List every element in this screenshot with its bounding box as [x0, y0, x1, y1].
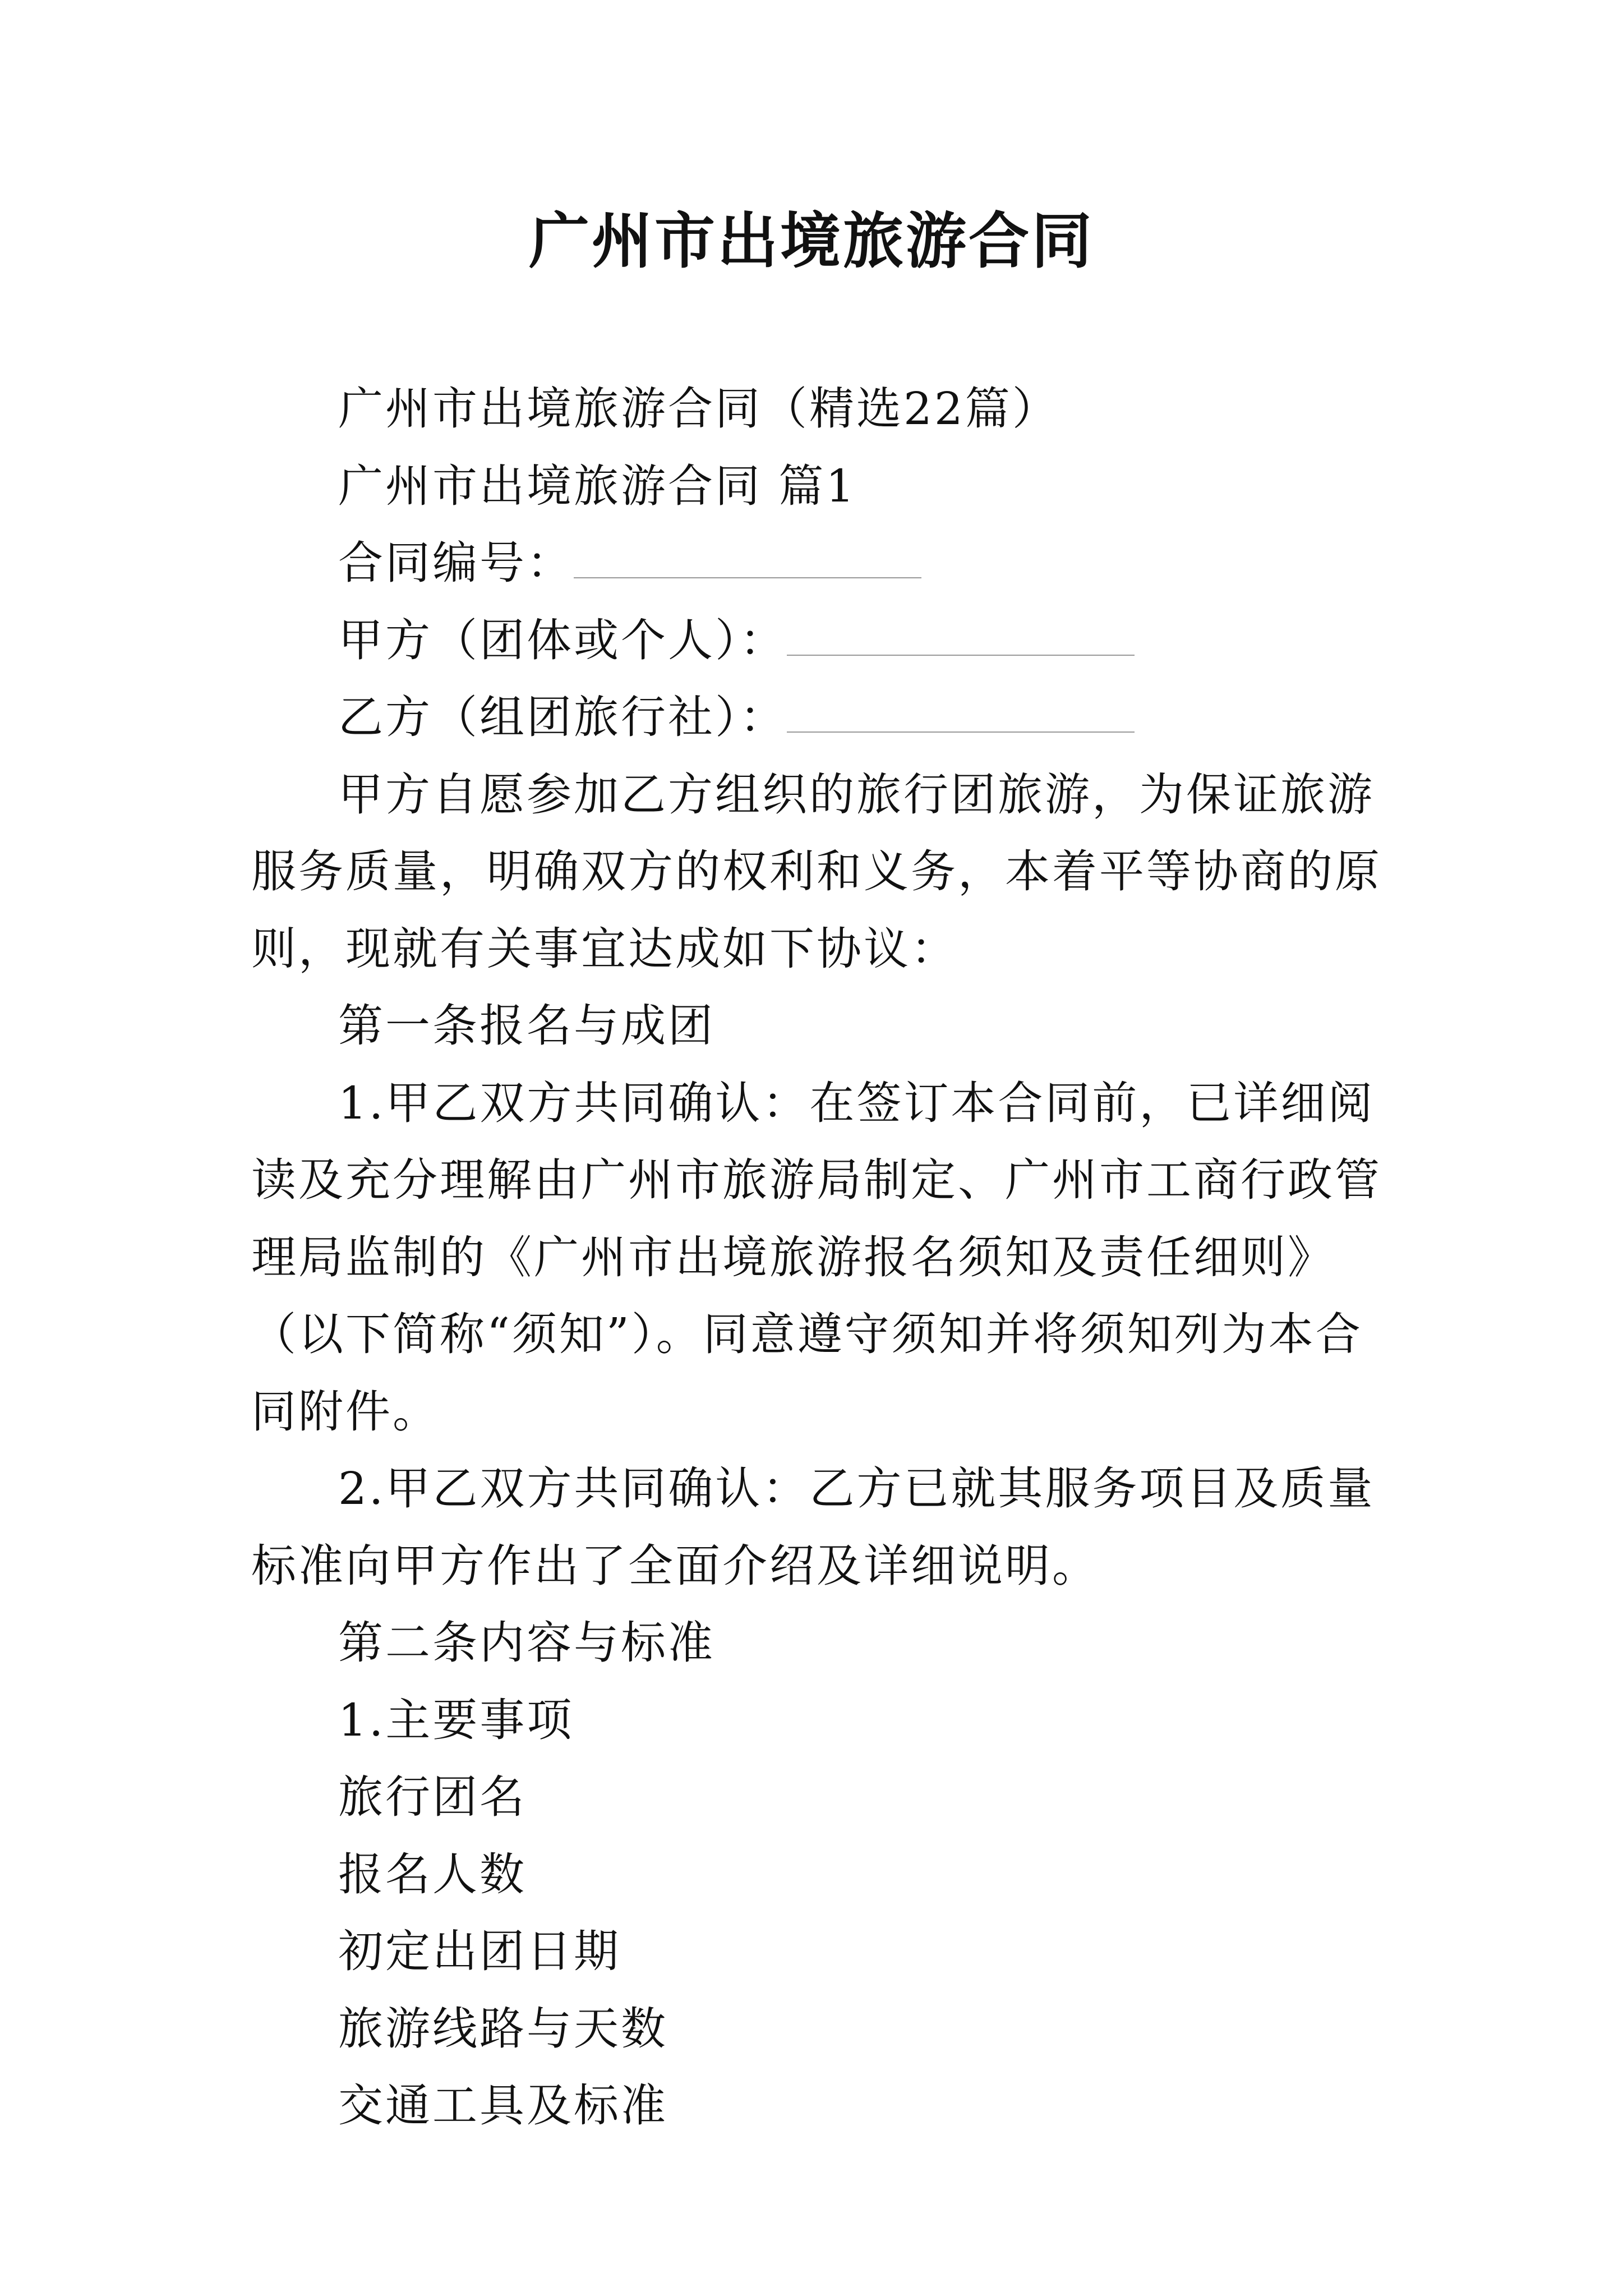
party-b-line	[251, 679, 1390, 756]
field-headcount: 报名人数	[338, 1848, 527, 1901]
contract-number-blank	[574, 560, 921, 578]
field-route-days: 旅游线路与天数	[338, 2002, 668, 2055]
article-1-item-2: 2.甲乙双方共同确认：乙方已就其服务项目及质量标准向甲方作出了全面介绍及详细说明。	[251, 1462, 1375, 1592]
party-a-label: 甲方（团体或个人）：	[338, 614, 787, 666]
article-1-title: 第一条报名与成团	[338, 1000, 715, 1052]
article-1-item-1: 1.甲乙双方共同确认：在签订本合同前，已详细阅读及充分理解由广州市旅游局制定、广州市工商行政管理局监制的《广州市出境旅游报名须知及责任细则》（以下简称“须知”）。同意遵守须知并将须知列为本合同附件。	[251, 1076, 1382, 1438]
contract-number-label: 合同编号：	[338, 537, 574, 589]
party-a-line	[251, 602, 1390, 679]
article-2-title: 第二条内容与标准	[338, 1617, 715, 1669]
party-a-blank	[787, 638, 1135, 656]
party-b-blank	[787, 715, 1135, 733]
intro-paragraph: 甲方自愿参加乙方组织的旅行团旅游，为保证旅游服务质量，明确双方的权利和义务，本着平等协商的原则，现就有关事宜达成如下协议：	[251, 768, 1382, 975]
contract-number-line	[251, 524, 1390, 602]
subtitle-line: 广州市出境旅游合同（精选22篇）	[338, 383, 1059, 435]
document-title: 广州市出境旅游合同	[528, 206, 1094, 277]
field-group-name: 旅行团名	[338, 1771, 527, 1823]
chapter-heading: 广州市出境旅游合同 篇1	[338, 459, 857, 512]
field-departure-date: 初定出团日期	[338, 1925, 621, 1977]
document-body	[251, 370, 1390, 2145]
article-2-item-1: 1.主要事项	[338, 1694, 574, 1746]
field-transport: 交通工具及标准	[338, 2079, 668, 2132]
party-b-label: 乙方（组团旅行社）：	[338, 691, 787, 743]
